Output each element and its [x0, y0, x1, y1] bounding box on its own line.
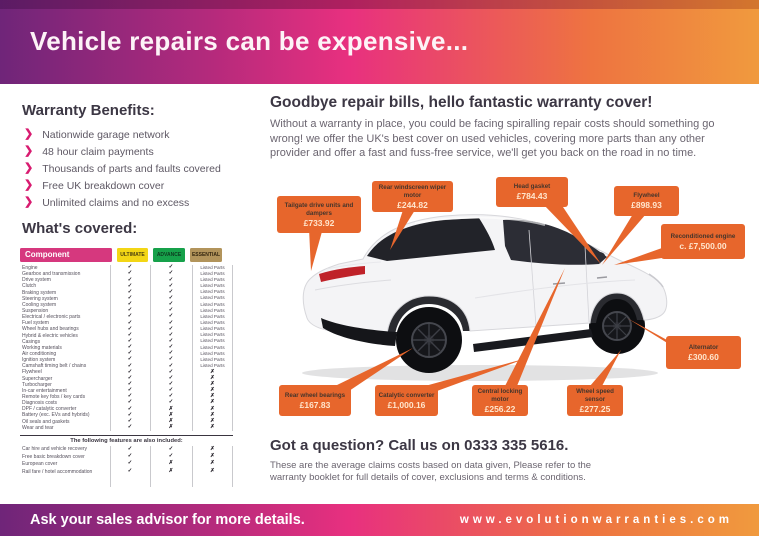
- coverage-mark: ✗: [210, 387, 215, 394]
- coverage-mark: ✓: [168, 325, 174, 332]
- coverage-mark: ✓: [168, 307, 174, 314]
- component-name: Air conditioning: [22, 351, 57, 358]
- essential-listed-parts: Listed Parts: [200, 363, 225, 369]
- coverage-mark: ✗: [210, 453, 215, 460]
- callout-price: £733.92: [303, 217, 335, 228]
- coverage-mark: ✗: [168, 405, 174, 412]
- coverage-mark: ✗: [210, 445, 215, 452]
- coverage-mark: ✓: [127, 313, 133, 320]
- component-name: Clutch: [22, 283, 37, 290]
- column-header-component: Component: [20, 248, 112, 262]
- component-name: Diagnosis costs: [22, 400, 58, 407]
- callout-label: Head gasket: [513, 183, 551, 191]
- coverage-mark: ✓: [127, 423, 133, 430]
- callout-price: £300.60: [688, 351, 719, 362]
- coverage-mark: ✓: [127, 325, 133, 332]
- coverage-mark: ✓: [168, 362, 174, 369]
- question-heading: Got a question? Call us on 0333 335 5616.: [270, 437, 569, 454]
- callout-flywheel: [614, 186, 679, 216]
- benefits-list: [24, 126, 221, 211]
- component-name: DPF / catalytic converter: [22, 406, 77, 413]
- coverage-mark: ✓: [168, 356, 174, 363]
- coverage-mark: ✓: [127, 387, 133, 394]
- table-row: [20, 468, 233, 475]
- component-name: Drive system: [22, 277, 51, 284]
- column-divider: [192, 265, 193, 431]
- coverage-mark: ✓: [168, 270, 174, 277]
- callout-label: Tailgate drive units and dampers: [284, 202, 354, 217]
- component-name: Ignition system: [22, 357, 56, 364]
- callout-label: Catalytic converter: [378, 391, 435, 399]
- callout-label: Wheel speed sensor: [576, 388, 614, 403]
- component-name: Hybrid & electric vehicles: [22, 332, 78, 339]
- coverage-mark: ✓: [127, 337, 133, 344]
- column-header-ultimate: ULTIMATE: [117, 248, 148, 262]
- component-name: Camshaft timing belt / chains: [22, 363, 87, 370]
- coverage-mark: ✗: [210, 411, 215, 418]
- column-divider: [150, 265, 151, 431]
- column-header-essential: ESSENTIAL: [190, 248, 222, 262]
- component-name: Oil seals and gaskets: [22, 418, 70, 425]
- component-name: Free basic breakdown cover: [22, 453, 85, 460]
- coverage-mark: ✓: [127, 264, 133, 271]
- component-name: Car hire and vehicle recovery: [22, 446, 88, 453]
- coverage-mark: ✓: [127, 350, 133, 357]
- covered-heading: What's covered:: [22, 220, 138, 237]
- essential-listed-parts: Listed Parts: [200, 270, 225, 276]
- coverage-mark: ✓: [168, 282, 174, 289]
- coverage-mark: ✓: [127, 405, 133, 412]
- component-name: Fuel system: [22, 320, 49, 327]
- coverage-mark: ✓: [168, 387, 174, 394]
- coverage-mark: ✓: [168, 294, 174, 301]
- chevron-icon: ❯: [24, 179, 34, 191]
- callout-rear-wiper-motor: [372, 181, 453, 212]
- coverage-mark: ✓: [127, 399, 133, 406]
- coverage-mark: ✓: [127, 288, 133, 295]
- coverage-mark: ✓: [168, 368, 174, 375]
- callout-label: Rear wheel bearings: [284, 391, 346, 399]
- essential-listed-parts: Listed Parts: [200, 320, 225, 326]
- coverage-mark: ✓: [168, 319, 174, 326]
- coverage-mark: ✓: [127, 362, 133, 369]
- essential-listed-parts: Listed Parts: [200, 350, 225, 356]
- coverage-mark: ✗: [210, 405, 215, 412]
- callout-price: £167.83: [299, 399, 331, 410]
- essential-listed-parts: Listed Parts: [200, 277, 225, 283]
- chevron-icon: ❯: [24, 145, 34, 157]
- component-name: Remote key fobs / key cards: [22, 394, 86, 401]
- benefit-label: 48 hour claim payments: [42, 145, 154, 158]
- callout-price: £244.82: [397, 199, 428, 210]
- table-row: [20, 461, 233, 468]
- coverage-mark: ✓: [168, 399, 174, 406]
- component-name: Supercharger: [22, 375, 53, 382]
- coverage-mark: ✓: [127, 453, 133, 460]
- callout-tailgate-drive-units: [277, 196, 361, 233]
- coverage-mark: ✗: [210, 380, 215, 387]
- coverage-table-header: [20, 248, 233, 262]
- component-name: Flywheel: [22, 369, 42, 376]
- chevron-icon: ❯: [24, 128, 34, 140]
- callout-label: Central locking motor: [477, 388, 523, 403]
- coverage-mark: ✓: [168, 380, 174, 387]
- coverage-mark: ✓: [127, 356, 133, 363]
- callout-catalytic-converter: [375, 385, 438, 416]
- column-divider: [110, 265, 111, 431]
- callout-head-gasket: [496, 177, 568, 207]
- coverage-mark: ✓: [127, 331, 133, 338]
- coverage-mark: ✗: [210, 393, 215, 400]
- coverage-mark: ✗: [168, 423, 174, 430]
- coverage-mark: ✓: [168, 344, 174, 351]
- callout-price: £256.22: [484, 403, 516, 414]
- coverage-mark: ✓: [127, 460, 133, 467]
- coverage-mark: ✓: [168, 445, 174, 452]
- coverage-mark: ✓: [168, 350, 174, 357]
- intro-heading: Goodbye repair bills, hello fantastic warranty cover!: [270, 94, 653, 111]
- coverage-mark: ✓: [127, 294, 133, 301]
- column-divider: [232, 265, 233, 431]
- coverage-mark: ✗: [210, 399, 215, 406]
- benefit-label: Free UK breakdown cover: [42, 179, 165, 192]
- table-row: [20, 453, 233, 460]
- top-banner: [0, 0, 759, 84]
- coverage-mark: ✓: [127, 445, 133, 452]
- callout-label: Flywheel: [633, 192, 660, 200]
- callout-reconditioned-engine: [661, 224, 745, 259]
- coverage-mark: ✗: [168, 417, 174, 424]
- sales-advisor-text: Ask your sales advisor for more details.: [30, 512, 305, 528]
- component-name: Cooling system: [22, 301, 57, 308]
- coverage-mark: ✗: [210, 467, 215, 474]
- component-name: Wheel hubs and bearings: [22, 326, 79, 333]
- callout-price: £277.25: [579, 403, 611, 414]
- coverage-mark: ✓: [127, 319, 133, 326]
- callout-price: £898.93: [631, 200, 662, 211]
- coverage-mark: ✓: [168, 313, 174, 320]
- coverage-mark: ✓: [127, 368, 133, 375]
- component-name: Braking system: [22, 289, 57, 296]
- coverage-mark: ✓: [168, 301, 174, 308]
- benefit-item: [24, 160, 221, 177]
- coverage-mark: ✓: [127, 411, 133, 418]
- coverage-mark: ✓: [127, 282, 133, 289]
- component-name: Turbocharger: [22, 381, 52, 388]
- table-row: [20, 446, 233, 453]
- coverage-mark: ✓: [168, 374, 174, 381]
- benefit-item: [24, 126, 221, 143]
- included-features-heading: The following features are also included:: [20, 435, 233, 444]
- website-url: www.evolutionwarranties.com: [459, 514, 733, 526]
- benefit-label: Unlimited claims and no excess: [42, 196, 190, 209]
- coverage-mark: ✗: [168, 411, 174, 418]
- coverage-mark: ✓: [168, 393, 174, 400]
- chevron-icon: ❯: [24, 162, 34, 174]
- column-header-advance: ADVANCE: [153, 248, 185, 262]
- benefit-label: Nationwide garage network: [42, 128, 170, 141]
- coverage-mark: ✓: [168, 276, 174, 283]
- component-name: Wear and tear: [22, 424, 54, 431]
- coverage-mark: ✗: [210, 417, 215, 424]
- coverage-mark: ✓: [127, 344, 133, 351]
- component-name: Steering system: [22, 295, 58, 302]
- column-divider: [150, 446, 151, 488]
- component-name: Casings: [22, 338, 41, 345]
- coverage-mark: ✓: [127, 467, 133, 474]
- essential-listed-parts: Listed Parts: [200, 289, 225, 295]
- component-name: Rail fare / hotel accommodation: [22, 468, 93, 475]
- coverage-mark: ✗: [168, 467, 174, 474]
- chevron-icon: ❯: [24, 196, 34, 208]
- callout-label: Rear windscreen wiper motor: [378, 184, 447, 199]
- essential-listed-parts: Listed Parts: [200, 344, 225, 350]
- benefits-heading: Warranty Benefits:: [22, 102, 155, 119]
- coverage-mark: ✗: [168, 460, 174, 467]
- component-name: Suspension: [22, 308, 49, 315]
- coverage-mark: ✓: [168, 288, 174, 295]
- coverage-mark: ✗: [210, 423, 215, 430]
- benefit-item: [24, 194, 221, 211]
- essential-listed-parts: Listed Parts: [200, 301, 225, 307]
- callout-rear-wheel-bearings: [279, 385, 351, 416]
- callout-label: Reconditioned engine: [670, 232, 736, 240]
- component-name: Working materials: [22, 344, 62, 351]
- essential-listed-parts: Listed Parts: [200, 338, 225, 344]
- component-name: Electrical / electronic parts: [22, 314, 81, 321]
- callout-price: c. £7,500.00: [679, 240, 727, 251]
- coverage-table: [20, 248, 233, 487]
- essential-listed-parts: Listed Parts: [200, 307, 225, 313]
- callout-label: Alternator: [688, 343, 719, 351]
- column-divider: [110, 446, 111, 488]
- included-features-rows: [20, 446, 233, 488]
- callout-central-locking-motor: [472, 385, 528, 416]
- included-features-section: [20, 435, 233, 488]
- coverage-mark: ✗: [210, 374, 215, 381]
- coverage-mark: ✓: [168, 337, 174, 344]
- component-name: Battery (exc. EVs and hybrids): [22, 412, 90, 419]
- coverage-mark: ✓: [127, 393, 133, 400]
- coverage-mark: ✓: [127, 380, 133, 387]
- coverage-mark: ✓: [127, 374, 133, 381]
- benefit-label: Thousands of parts and faults covered: [42, 162, 221, 175]
- coverage-mark: ✗: [210, 460, 215, 467]
- column-divider: [192, 446, 193, 488]
- component-name: Engine: [22, 265, 38, 272]
- essential-listed-parts: Listed Parts: [200, 295, 225, 301]
- callout-alternator: [666, 336, 741, 369]
- component-name: European cover: [22, 461, 58, 468]
- intro-body: Without a warranty in place, you could be facing spiralling repair costs should something go wrong! we offer the UK's best cover on used vehicles, covering more parts than any other provider and offer a fast and fuss-free service, we'll get you back on the road in no time.: [270, 118, 715, 159]
- question-note: These are the average claims costs based on data given, Please refer to the warranty booklet for full details of cover, exclusions and terms & conditions.: [270, 460, 592, 483]
- car-costs-figure: [265, 168, 759, 430]
- table-row: [20, 425, 233, 431]
- component-name: Gearbox and transmission: [22, 271, 81, 278]
- page-title: Vehicle repairs can be expensive...: [30, 26, 469, 56]
- essential-listed-parts: Listed Parts: [200, 326, 225, 332]
- callout-price: £1,000.16: [387, 399, 426, 410]
- essential-listed-parts: Listed Parts: [200, 283, 225, 289]
- essential-listed-parts: Listed Parts: [200, 264, 225, 270]
- essential-listed-parts: Listed Parts: [200, 332, 225, 338]
- coverage-mark: ✓: [168, 264, 174, 271]
- essential-listed-parts: Listed Parts: [200, 313, 225, 319]
- coverage-mark: ✓: [127, 270, 133, 277]
- coverage-mark: ✓: [127, 417, 133, 424]
- coverage-mark: ✓: [127, 301, 133, 308]
- coverage-mark: ✓: [168, 453, 174, 460]
- column-divider: [232, 446, 233, 488]
- coverage-mark: ✓: [127, 307, 133, 314]
- component-name: In-car entertainment: [22, 387, 67, 394]
- benefit-item: [24, 177, 221, 194]
- bottom-banner: [0, 504, 759, 536]
- coverage-mark: ✓: [127, 276, 133, 283]
- coverage-mark: ✓: [168, 331, 174, 338]
- callout-price: £784.43: [516, 191, 548, 202]
- coverage-mark: ✗: [210, 368, 215, 375]
- callout-wheel-speed-sensor: [567, 385, 623, 416]
- essential-listed-parts: Listed Parts: [200, 356, 225, 362]
- benefit-item: [24, 143, 221, 160]
- coverage-table-body: [20, 265, 233, 431]
